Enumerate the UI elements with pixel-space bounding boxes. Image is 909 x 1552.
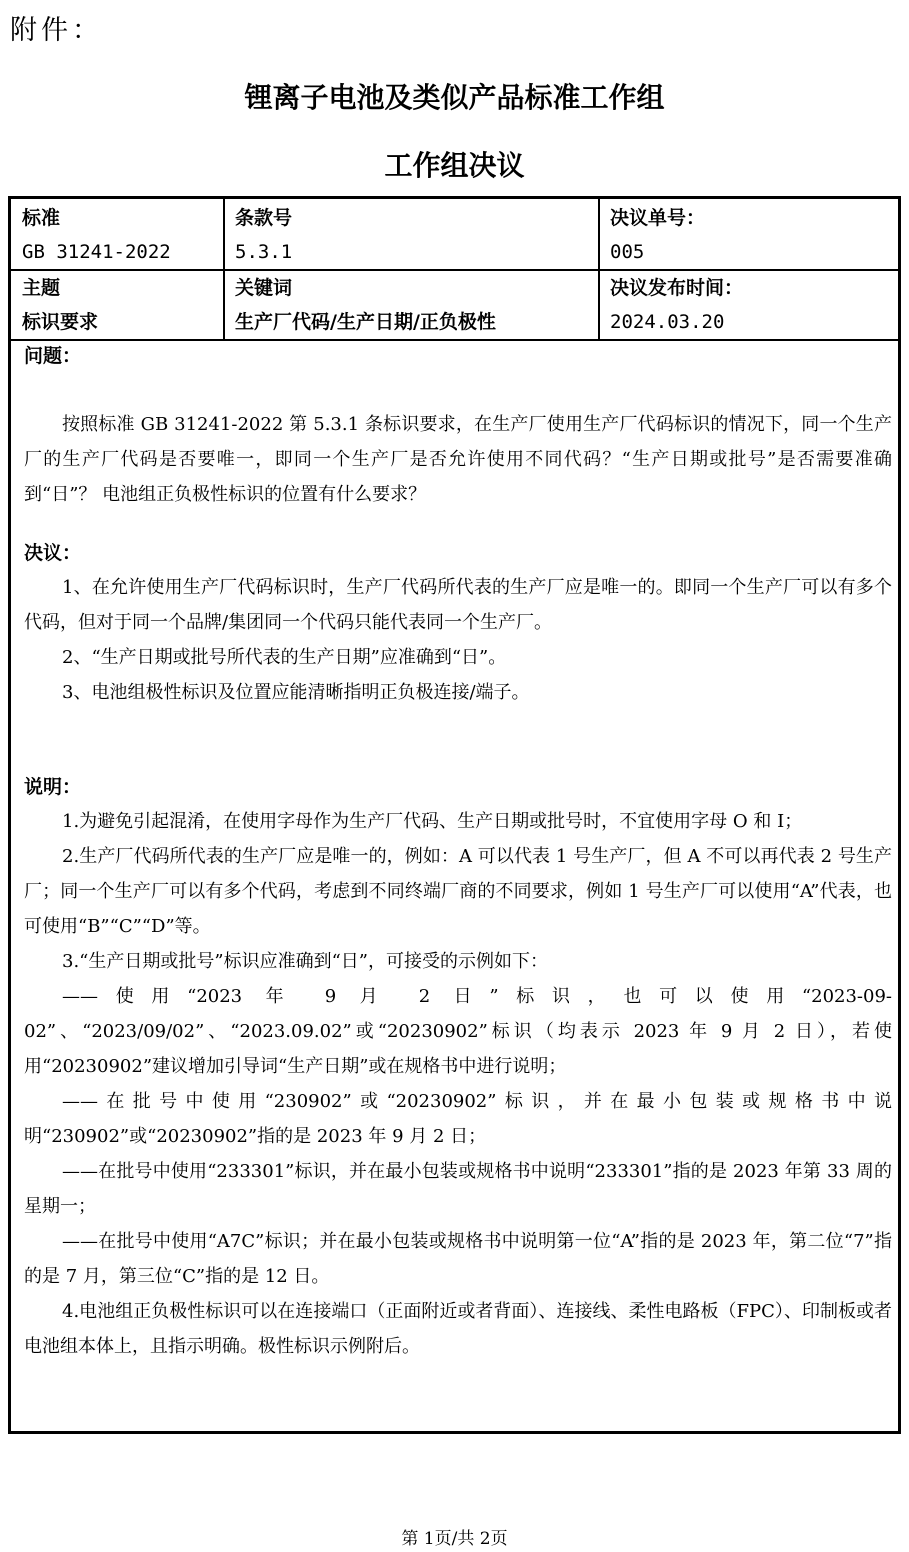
keywords-value: 生产厂代码/生产日期/正负极性 <box>235 311 496 333</box>
resolution-item: 1、在允许使用生产厂代码标识时，生产厂代码所代表的生产厂应是唯一的。即同一个生产厂可以有多个代码，但对于同一个品牌/集团同一个代码只能代表同一个生产厂。 <box>24 577 892 633</box>
note-example: ——在批号中使用“230902”或“20230902”标识，并在最小包装或规格书中说明“230902”或“20230902”指的是 2023 年 9 月 2 日； <box>24 1091 892 1147</box>
resolution-heading: 决议： <box>24 542 82 564</box>
column-divider <box>598 199 600 339</box>
document-title: 锂离子电池及类似产品标准工作组 <box>244 81 665 114</box>
topic-label: 主题 <box>22 277 61 299</box>
keywords-cell <box>235 271 595 339</box>
question-heading: 问题： <box>24 345 82 367</box>
resolution-number-cell <box>610 201 890 269</box>
note-item: 4.电池组正负极性标识可以在连接端口（正面附近或者背面）、连接线、柔性电路板（FPC）、印制板或者电池组本体上，且指示明确。极性标识示例附后。 <box>24 1301 892 1357</box>
publish-date-value: 2024.03.20 <box>610 311 725 333</box>
clause-cell <box>235 201 590 269</box>
notes-heading: 说明： <box>24 776 82 798</box>
resolution-body <box>24 339 892 1364</box>
keywords-label: 关键词 <box>235 277 293 299</box>
standard-label: 标准 <box>22 207 61 229</box>
note-item: 3.“生产日期或批号”标识应准确到“日”，可接受的示例如下： <box>62 951 548 972</box>
document-subtitle: 工作组决议 <box>384 149 525 182</box>
standard-value: GB 31241-2022 <box>22 241 171 263</box>
resolution-item: 3、电池组极性标识及位置应能清晰指明正负极连接/端子。 <box>62 682 530 703</box>
note-item: 1.为避免引起混淆，在使用字母作为生产厂代码、生产日期或批号时，不宜使用字母 O 和 I； <box>62 811 803 832</box>
note-example: ——使用“2023 年 9 月 2 日”标识，也可以使用“2023-09-02”、“2023/09/02”、“2023.09.02”或“20230902”标识（均表示 2023 年 9 月 2 日），若使用“20230902”建议增加引导词“生产日期”或在规格书中进行说明； <box>24 986 892 1077</box>
note-item: 2.生产厂代码所代表的生产厂应是唯一的，例如：A 可以代表 1 号生产厂，但 A 不可以再代表 2 号生产厂；同一个生产厂可以有多个代码，考虑到不同终端厂商的不同要求，例如 1 号生产厂可以使用“A”代表，也可使用“B”“C”“D”等。 <box>24 846 892 937</box>
resolution-number-label: 决议单号： <box>610 207 706 229</box>
resolution-form <box>8 196 901 1434</box>
resolution-number-value: 005 <box>610 241 645 263</box>
publish-date-cell <box>610 271 890 339</box>
publish-date-label: 决议发布时间： <box>610 277 744 299</box>
clause-value: 5.3.1 <box>235 241 293 263</box>
resolution-item: 2、“生产日期或批号所代表的生产日期”应准确到“日”。 <box>62 647 507 668</box>
clause-label: 条款号 <box>235 207 293 229</box>
note-example: ——在批号中使用“233301”标识，并在最小包装或规格书中说明“233301”指的是 2023 年第 33 周的星期一； <box>24 1161 892 1217</box>
page-number: 第 1页/共 2页 <box>401 1529 508 1549</box>
attachment-label: 附件： <box>10 15 103 46</box>
topic-value: 标识要求 <box>22 311 99 333</box>
topic-cell <box>22 271 217 339</box>
column-divider <box>223 199 225 339</box>
note-example: ——在批号中使用“A7C”标识；并在最小包装或规格书中说明第一位“A”指的是 2023 年，第二位“7”指的是 7 月，第三位“C”指的是 12 日。 <box>24 1231 892 1287</box>
question-text: 按照标准 GB 31241-2022 第 5.3.1 条标识要求，在生产厂使用生产厂代码标识的情况下，同一个生产厂的生产厂代码是否要唯一，即同一个生产厂是否允许使用不同代码？“生产日期或批号”是否需要准确到“日”？ 电池组正负极性标识的位置有什么要求？ <box>24 414 892 505</box>
standard-cell <box>22 201 217 269</box>
